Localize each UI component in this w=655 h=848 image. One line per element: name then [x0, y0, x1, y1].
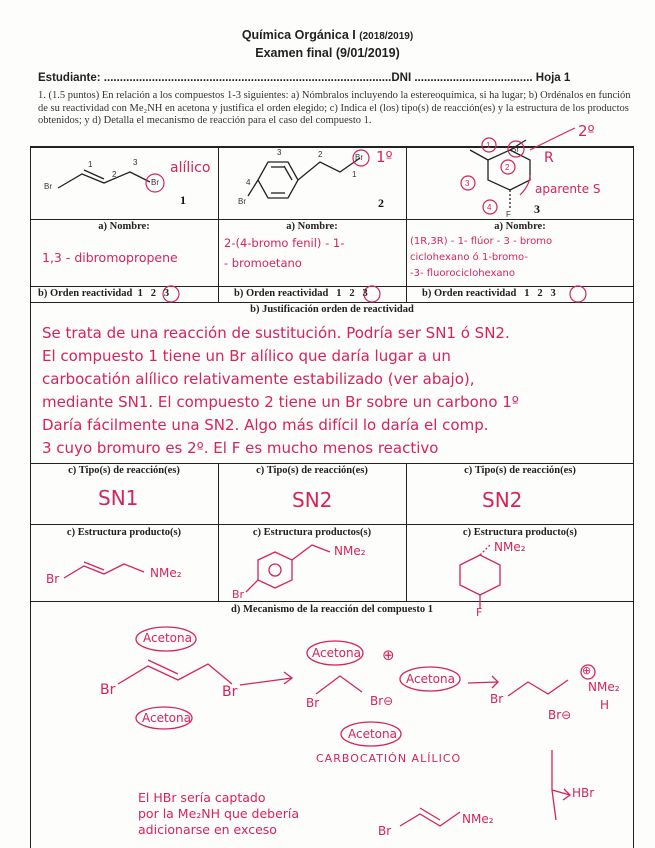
- c2-atom-1: 1: [352, 170, 357, 179]
- name-c3-line2: ciclohexano ó 1-bromo-: [410, 252, 528, 263]
- c1-br-right: Br: [151, 178, 159, 187]
- p2-nme2: NMe₂: [334, 544, 366, 558]
- mech-final-br: Br: [378, 824, 392, 838]
- mech-nme2: NMe₂: [588, 680, 620, 694]
- p1-skeleton: [64, 564, 144, 578]
- mech-note-line: por la Me₂NH que debería: [138, 806, 300, 821]
- type-c2: SN2: [292, 488, 333, 512]
- c2-atom-3: 3: [277, 148, 282, 157]
- mech-plus-2: ⊕: [582, 664, 592, 677]
- type-label-1: c) Tipo(s) de reacción(es): [68, 465, 180, 476]
- p3-ring: [460, 555, 500, 595]
- exam-subtitle: Examen final (9/01/2019): [255, 46, 400, 60]
- mech-br-minus-2: Br⊖: [548, 708, 572, 722]
- justification-line: mediante SN1. El compuesto 2 tiene un Br sobre un carbono 1º: [42, 393, 519, 411]
- mech-br-1: Br: [100, 682, 116, 698]
- c3-atom-4: 4: [487, 203, 492, 212]
- product-label-2: c) Estructura productos(s): [252, 527, 372, 538]
- mech-br-2: Br: [222, 684, 238, 700]
- c1-allylic-note: alílico: [170, 160, 211, 176]
- type-c1: SN1: [98, 486, 139, 510]
- name-c3-line3: -3- fluorociclohexano: [410, 268, 516, 279]
- c1-br-left: Br: [44, 182, 52, 191]
- mech-acetona-text-5: Acetona: [348, 727, 397, 741]
- order-row-3: b) Orden reactividad 1 2 3: [422, 288, 556, 299]
- mech-arrow-2: [468, 682, 498, 683]
- mechanism-label: d) Mecanismo de la reacción del compuesto 1: [231, 604, 433, 615]
- order-row-2: b) Orden reactividad 1 2 3: [234, 288, 368, 299]
- mech-arrow-3: [552, 750, 556, 820]
- mech-final-nme2: NMe₂: [462, 812, 494, 826]
- mech-br-3: Br: [306, 696, 320, 710]
- c3-f-label: F: [506, 210, 511, 219]
- c1-double-bond: [84, 170, 104, 179]
- p2-br: Br: [232, 588, 245, 601]
- p1-br: Br: [46, 572, 60, 586]
- justification-line: El compuesto 1 tiene un Br alílico que daría lugar a un: [42, 347, 451, 365]
- name-c2-line1: 2-(4-bromo fenil) - 1-: [224, 236, 345, 250]
- question-text: 1. (1.5 puntos) En relación a los compuestos 1-3 siguientes: a) Nómbralos incluyendo la estereoquímica, si ha lugar; b) Ordénalos en función de su reactividad con Me₂NH en acetona y justifica el orden elegido; c) Indica el (los) tipo(s) de reacción(es) y la estructura de los productos obtenidos; y d) Detalla el mecanismo de reacción para el caso del compuesto 1.: [38, 90, 631, 127]
- mech-plus-1: ⊕: [382, 646, 395, 664]
- type-c3: SN2: [482, 488, 523, 512]
- mech-br-minus-1: Br⊖: [370, 694, 394, 708]
- exam-title: Química Orgánica I (2018/2019): [241, 28, 414, 42]
- mech-br-4: Br: [490, 692, 504, 706]
- order-circle-3: [570, 286, 586, 302]
- c3-number: 3: [534, 202, 540, 216]
- p3-nme2: NMe₂: [494, 540, 526, 554]
- justification-line: Se trata de una reacción de sustitución. Podría ser SN1 ó SN2.: [42, 324, 510, 342]
- product-label-3: c) Estructura producto(s): [462, 527, 578, 538]
- mech-acetona-text-1: Acetona: [143, 631, 192, 645]
- mech-h: H: [600, 698, 610, 712]
- mech-substrate: [118, 664, 232, 684]
- mech-product-skeleton: [508, 680, 568, 696]
- c2-primary-note: 1º: [376, 148, 393, 166]
- p2-benzene: [258, 552, 292, 588]
- type-label-3: c) Tipo(s) de reacción(es): [464, 465, 576, 476]
- c2-atom-2: 2: [318, 150, 323, 159]
- c3-apparent-s-note: aparente S: [535, 182, 601, 196]
- mech-note: [138, 790, 299, 838]
- c3-atom-1: 1: [486, 141, 491, 150]
- product-label-1: c) Estructura producto(s): [66, 527, 182, 538]
- justification-line: carbocatión alílico relativamente estabilizado (ver abajo),: [42, 370, 475, 388]
- c1-skeleton: [58, 172, 150, 188]
- c2-chain: [298, 158, 360, 180]
- c3-r-note: R: [544, 150, 554, 166]
- c1-atom-2: 2: [112, 170, 117, 179]
- p3-f: F: [476, 606, 483, 619]
- name-label-1: a) Nombre:: [98, 221, 150, 232]
- c2-br-ring: Br: [238, 197, 246, 206]
- mech-acetona-text-3: Acetona: [312, 646, 361, 660]
- justification-label: b) Justificación orden de reactividad: [250, 304, 414, 315]
- mech-carbocation-label: CARBOCATIÓN ALÍLICO: [316, 752, 462, 765]
- mech-note-line: El HBr sería captado: [138, 790, 266, 805]
- name-c2-line2: - bromoetano: [224, 256, 302, 270]
- c2-atom-4: 4: [246, 178, 251, 187]
- c1-atom-3: 3: [133, 158, 138, 167]
- c2-br-chain: Br: [355, 153, 363, 162]
- c2-number: 2: [378, 196, 384, 210]
- justification-line: Daría fácilmente una SN2. Algo más difícil lo daría el comp.: [42, 416, 489, 434]
- c1-atom-1: 1: [88, 160, 93, 169]
- p2-chain: [292, 545, 330, 560]
- justification-line: 3 cuyo bromuro es 2º. El F es mucho menos reactivo: [42, 439, 439, 457]
- c3-atom-3: 3: [465, 179, 470, 188]
- mech-acetona-text-2: Acetona: [142, 711, 191, 725]
- mech-hbr: HBr: [572, 786, 595, 800]
- c3-secondary-note: 2º: [578, 122, 595, 140]
- justification-text: [42, 322, 519, 460]
- c1-number: 1: [180, 193, 186, 207]
- mech-cation: [316, 676, 362, 694]
- c3-br-label: Br: [511, 145, 519, 154]
- student-line: Estudiante: ..........................................................................................DNI ..................................... Hoja 1: [38, 72, 571, 84]
- name-c3-line1: (1R,3R) - 1- flúor - 3 - bromo: [410, 236, 553, 247]
- name-label-2: a) Nombre:: [286, 221, 338, 232]
- mech-note-line: adicionarse en exceso: [138, 822, 277, 837]
- p1-nme2: NMe₂: [150, 566, 182, 580]
- mech-acetona-text-4: Acetona: [406, 672, 455, 686]
- c3-atom-2: 2: [505, 163, 510, 172]
- type-label-2: c) Tipo(s) de reacción(es): [256, 465, 368, 476]
- order-row-1: b) Orden reactividad 1 2 3: [38, 288, 170, 299]
- name-c1: 1,3 - dibromopropene: [42, 250, 178, 265]
- c3-arrow-top: [530, 128, 575, 150]
- name-label-3: a) Nombre:: [494, 221, 546, 232]
- c3-brace: [520, 175, 530, 195]
